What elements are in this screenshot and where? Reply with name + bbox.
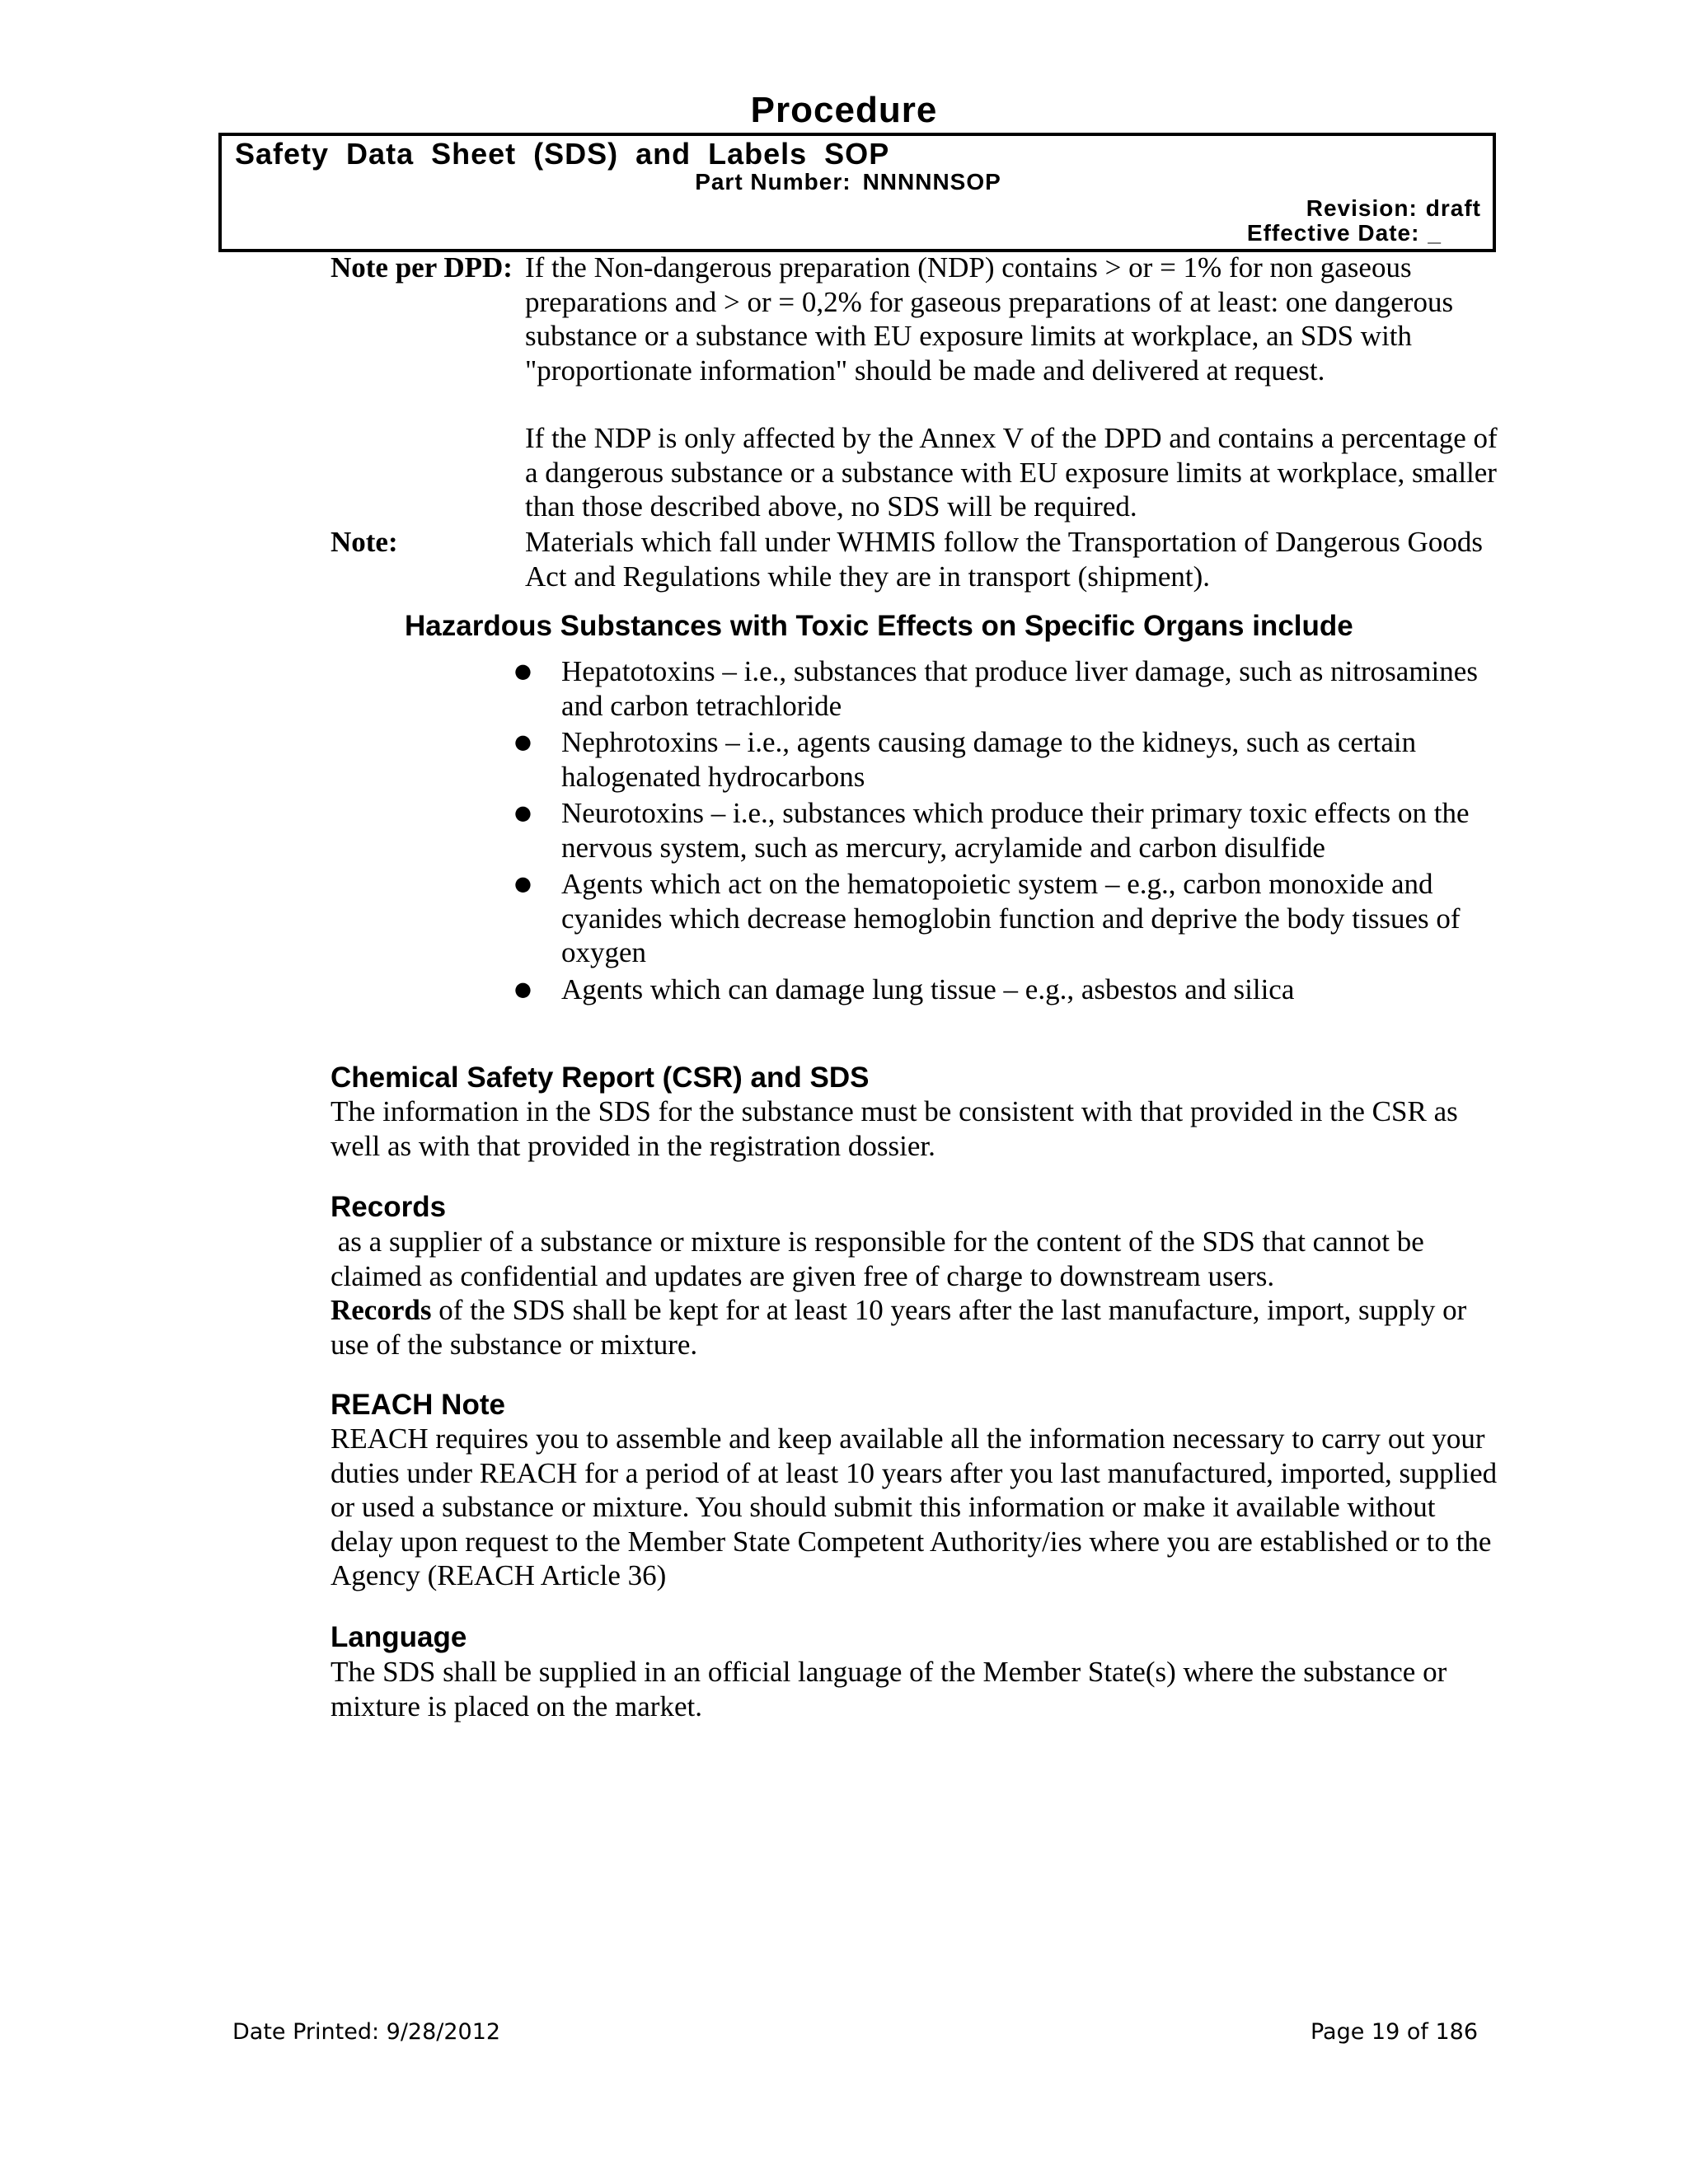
- records-bold-term: Records: [331, 1294, 432, 1326]
- part-number-value: NNNNNSOP: [862, 169, 1001, 194]
- note-paragraph: If the Non-dangerous preparation (NDP) contains > or = 1% for non gaseous preparations and > or = 0,2% for gaseous preparations of at least: one dangerous substance or a substance with EU exposure limits at workplace, an SDS with "proportionate information" should be made and delivered at request.: [525, 251, 1454, 387]
- records-paragraph-rest: of the SDS shall be kept for at least 10 years after the last manufacture, import, supply or use of the substance or mixture.: [331, 1294, 1467, 1361]
- note-text: [525, 525, 1498, 593]
- footer-page-number: Page 19 of 186: [1310, 2019, 1478, 2045]
- csr-text: [331, 1094, 1501, 1163]
- list-item: [509, 654, 1498, 723]
- bullet-icon: ●: [514, 730, 532, 753]
- list-item: [509, 725, 1498, 794]
- bullet-icon: ●: [514, 801, 532, 824]
- revision-value: draft: [1425, 195, 1481, 221]
- list-item-text: Agents which can damage lung tissue – e.g., asbestos and silica: [561, 972, 1295, 1005]
- document-title: Safety Data Sheet (SDS) and Labels SOP: [235, 137, 890, 171]
- effective-date-label: Effective Date:: [1246, 220, 1420, 246]
- footer-date-printed: Date Printed: 9/28/2012: [232, 2019, 501, 2045]
- list-item-text: Nephrotoxins – i.e., agents causing damage to the kidneys, such as certain halogenated hydrocarbons: [561, 726, 1417, 793]
- list-item-text: Neurotoxins – i.e., substances which produce their primary toxic effects on the nervous system, such as mercury, acrylamide and carbon disulfide: [561, 797, 1470, 864]
- note-label: Note:: [331, 526, 398, 558]
- note-text: [525, 251, 1498, 524]
- effective-date: [1247, 220, 1442, 246]
- list-item: [509, 867, 1498, 970]
- note-paragraph: Materials which fall under WHMIS follow the Transportation of Dangerous Goods Act and Regulations while they are in transport (shipment).: [525, 526, 1483, 593]
- csr-heading: Chemical Safety Report (CSR) and SDS: [331, 1062, 870, 1094]
- note-whmis: [331, 525, 1501, 599]
- reach-note-text: [331, 1422, 1501, 1593]
- bullet-icon: ●: [514, 872, 532, 895]
- part-number-label: Part Number:: [695, 169, 851, 194]
- language-text: [331, 1655, 1501, 1723]
- list-item-text: Agents which act on the hematopoietic system – e.g., carbon monoxide and cyanides which decrease hemoglobin function and deprive the body tissues of oxygen: [561, 868, 1461, 968]
- records-paragraph: as a supplier of a substance or mixture is responsible for the content of the SDS that cannot be claimed as confidential and updates are given free of charge to downstream users.: [331, 1226, 1432, 1292]
- bullet-icon: ●: [514, 977, 532, 1001]
- bullet-icon: ●: [514, 659, 532, 682]
- toxic-effects-list: [509, 654, 1498, 1009]
- records-heading: Records: [331, 1191, 447, 1223]
- csr-paragraph: The information in the SDS for the substance must be consistent with that provided in the CSR as well as with that provided in the registration dossier.: [331, 1095, 1458, 1162]
- reach-note-heading: REACH Note: [331, 1389, 505, 1421]
- language-heading: Language: [331, 1621, 467, 1653]
- document-header-box: [218, 133, 1496, 252]
- note-label: Note per DPD:: [331, 251, 513, 284]
- toxic-effects-heading: Hazardous Substances with Toxic Effects on Specific Organs include: [405, 610, 1353, 642]
- list-item: [509, 796, 1498, 865]
- effective-date-value: _: [1428, 220, 1442, 246]
- reach-paragraph: REACH requires you to assemble and keep available all the information necessary to carry out your duties under REACH for a period of at least 10 years after you last manufactured, imported, supplied or used a substance or mixture. You should submit this information or make it available without delay upon request to the Member State Competent Authority/ies where you are established or to the Agency (REACH Article 36): [331, 1422, 1498, 1591]
- list-item-text: Hepatotoxins – i.e., substances that produce liver damage, such as nitrosamines and carbon tetrachloride: [561, 655, 1478, 722]
- revision-label: Revision:: [1306, 195, 1418, 221]
- records-text: [331, 1225, 1501, 1361]
- note-paragraph: If the NDP is only affected by the Annex V of the DPD and contains a percentage of a dangerous substance or a substance with EU exposure limits at workplace, smaller than those described above, no SDS will be required.: [525, 422, 1498, 523]
- language-paragraph: The SDS shall be supplied in an official language of the Member State(s) where the substance or mixture is placed on the market.: [331, 1656, 1447, 1722]
- list-item: [509, 972, 1498, 1007]
- part-number: [222, 169, 1475, 195]
- revision: [1306, 195, 1481, 222]
- records-paragraph: [331, 1293, 1501, 1361]
- page-title: Procedure: [750, 90, 938, 130]
